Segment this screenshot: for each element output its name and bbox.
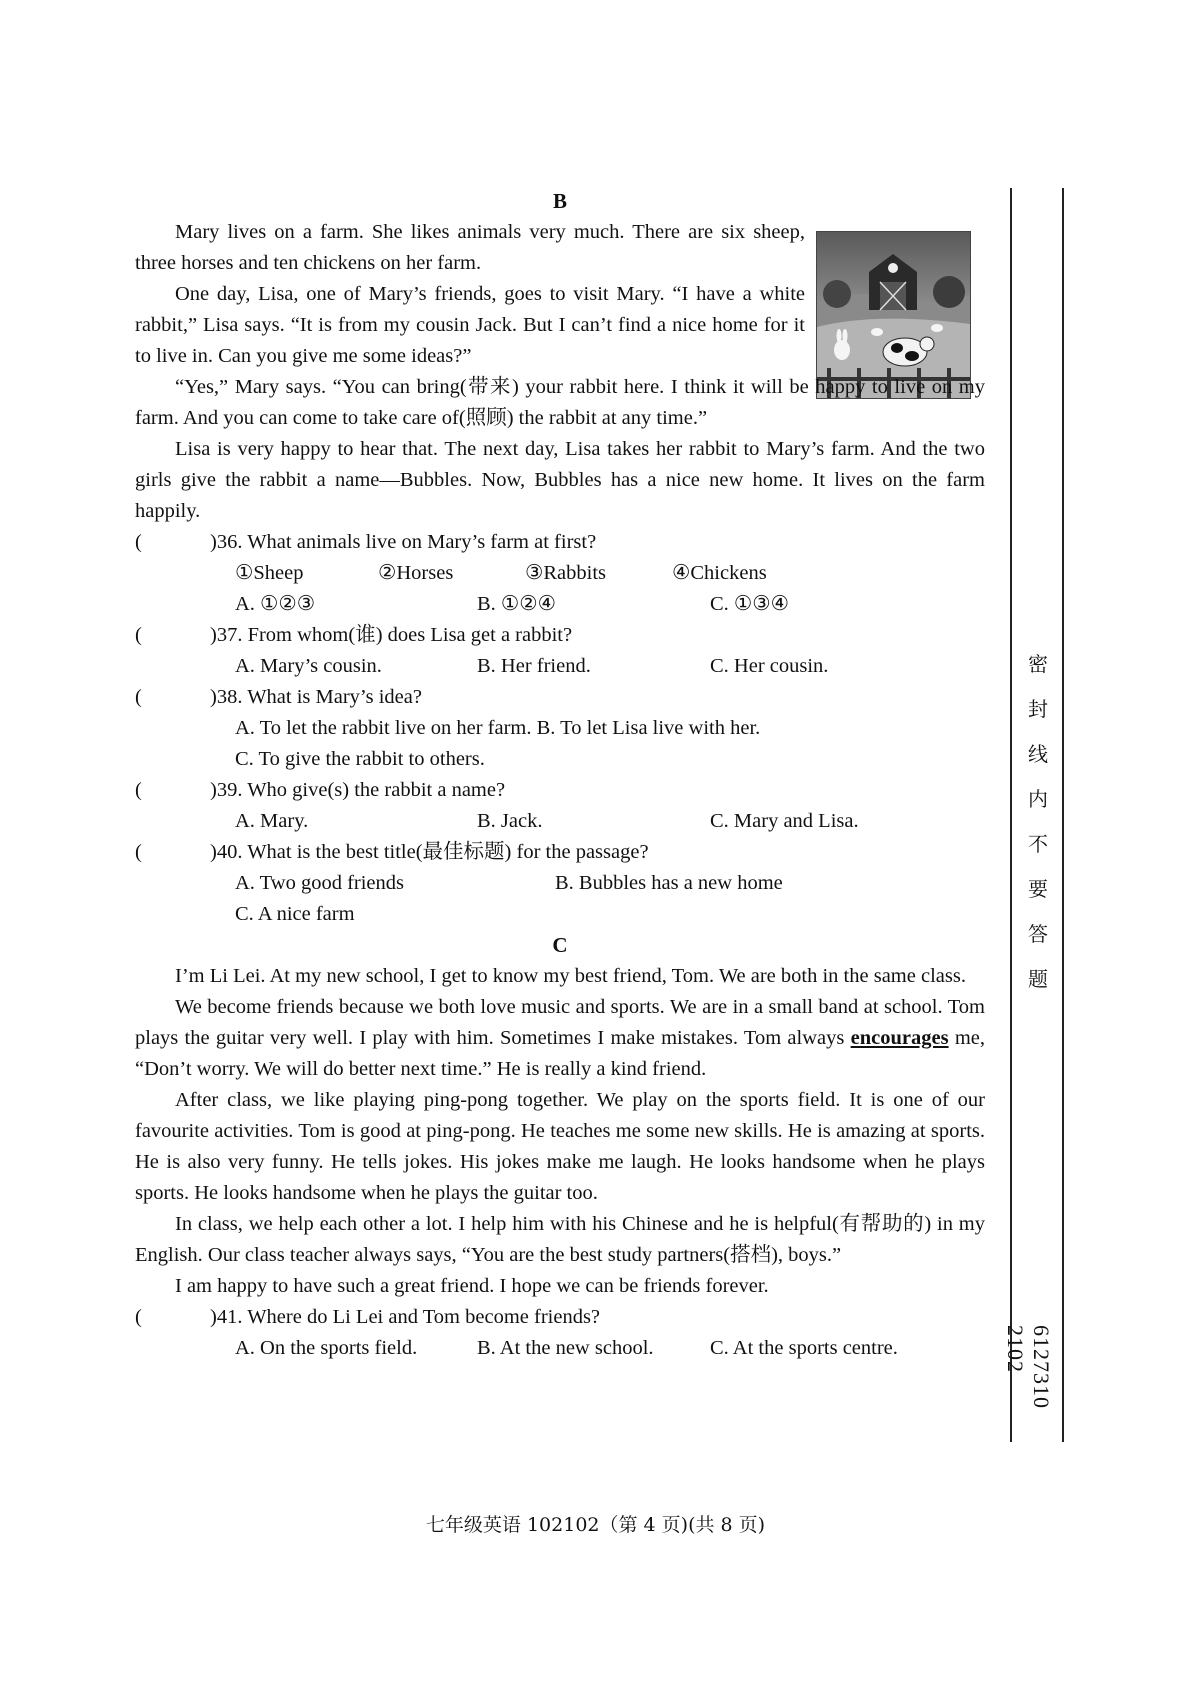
page-footer: 七年级英语 102102（第 4 页)(共 8 页) (425, 1514, 766, 1536)
question-40-options-ab (135, 868, 985, 899)
question-36 (135, 527, 985, 558)
seal-margin-line-right (1062, 188, 1064, 1442)
question-36-items (135, 558, 985, 589)
paragraph-text: me, “Don’t worry. We will do better next time.” He is really a kind friend. (135, 1027, 985, 1080)
item-horses: ②Horses (378, 562, 454, 584)
option-b[interactable]: B. Her friend. (477, 655, 591, 677)
option-c[interactable]: C. A nice farm (235, 903, 355, 925)
question-text: )38. What is Mary’s idea? (210, 686, 422, 708)
question-37-options (135, 651, 985, 682)
question-40-options-c (135, 899, 985, 930)
question-38-options-ab (135, 713, 985, 744)
option-b[interactable]: B. At the new school. (477, 1337, 654, 1359)
seal-line-notice (1018, 642, 1058, 1002)
seal-margin-line-left (1010, 188, 1012, 1442)
item-sheep: ①Sheep (235, 562, 304, 584)
exam-code: 6127310 2102 (1003, 1325, 1054, 1409)
question-41 (135, 1302, 985, 1333)
question-38 (135, 682, 985, 713)
seal-char: 要 (1028, 877, 1048, 901)
question-41-options (135, 1333, 985, 1364)
question-text: )41. Where do Li Lei and Tom become friends? (210, 1306, 601, 1328)
seal-char: 题 (1028, 967, 1048, 991)
passage-c-paragraph-1: I’m Li Lei. At my new school, I get to know my best friend, Tom. We are both in the same class. (175, 965, 966, 987)
question-text: )36. What animals live on Mary’s farm at first? (210, 531, 597, 553)
option-c[interactable]: C. Her cousin. (710, 655, 829, 677)
question-39 (135, 775, 985, 806)
section-heading-b: B (552, 189, 567, 213)
passage-b-paragraph-1: Mary lives on a farm. She likes animals very much. There are six sheep, three horses and ten chickens on her farm. (135, 221, 805, 274)
question-text: )39. Who give(s) the rabbit a name? (210, 779, 506, 801)
paragraph-text: We become friends because we both love music and sports. We are in a small band at school. Tom plays the guitar very well. I play with him. Sometimes I make mistakes. Tom always (135, 996, 985, 1049)
option-c[interactable]: C. ①③④ (710, 593, 790, 615)
option-a[interactable]: A. Mary’s cousin. (235, 655, 382, 677)
answer-blank[interactable]: ( (135, 1306, 142, 1328)
question-text: )37. From whom(谁) does Lisa get a rabbit? (210, 624, 573, 646)
answer-blank[interactable]: ( (135, 841, 142, 863)
answer-blank[interactable]: ( (135, 531, 142, 553)
seal-char: 密 (1028, 652, 1048, 676)
option-a-b[interactable]: A. To let the rabbit live on her farm. B. To let Lisa live with her. (235, 717, 761, 739)
question-36-options (135, 589, 985, 620)
question-37 (135, 620, 985, 651)
passage-c-paragraph-4: In class, we help each other a lot. I help him with his Chinese and he is helpful(有帮助的) in my English. Our class teacher always says, “You are the best study partners(搭档), boys.” (135, 1213, 985, 1266)
option-a[interactable]: A. ①②③ (235, 593, 316, 615)
passage-c-paragraph-3: After class, we like playing ping-pong together. We play on the sports field. It is one of our favourite activities. Tom is good at ping-pong. He teaches me some new skills. He is amazing at sports. He is also very funny. He tells jokes. His jokes make me laugh. He looks handsome when he plays sports. He looks handsome when he plays the guitar too. (135, 1089, 985, 1204)
underlined-word-encourages: encourages (850, 1027, 949, 1049)
passage-b-paragraph-3: “Yes,” Mary says. “You can bring(带来) your rabbit here. I think it will be happy to live on my farm. And you can come to take care of(照顾) the rabbit at any time.” (135, 376, 985, 429)
answer-blank[interactable]: ( (135, 624, 142, 646)
section-heading-c: C (552, 933, 568, 957)
option-b[interactable]: B. ①②④ (477, 593, 557, 615)
seal-char: 内 (1028, 787, 1048, 811)
item-rabbits: ③Rabbits (525, 562, 607, 584)
passage-c-paragraph-2 (135, 992, 985, 1085)
option-b[interactable]: B. Bubbles has a new home (555, 872, 783, 894)
answer-blank[interactable]: ( (135, 686, 142, 708)
exam-content (135, 186, 985, 1364)
answer-blank[interactable]: ( (135, 779, 142, 801)
option-a[interactable]: A. Two good friends (235, 872, 405, 894)
seal-char: 线 (1028, 742, 1048, 766)
question-40 (135, 837, 985, 868)
passage-b-paragraph-2: One day, Lisa, one of Mary’s friends, goes to visit Mary. “I have a white rabbit,” Lisa says. “It is from my cousin Jack. But I can’t find a nice home for it to live in. Can you give me some ideas?” (135, 283, 805, 367)
option-c[interactable]: C. At the sports centre. (710, 1337, 898, 1359)
option-c[interactable]: C. Mary and Lisa. (710, 810, 859, 832)
option-b[interactable]: B. Jack. (477, 810, 543, 832)
passage-c-paragraph-5: I am happy to have such a great friend. I hope we can be friends forever. (175, 1275, 769, 1297)
seal-char: 答 (1028, 922, 1048, 946)
question-text: )40. What is the best title(最佳标题) for the passage? (210, 841, 649, 863)
item-chickens: ④Chickens (672, 562, 767, 584)
question-39-options (135, 806, 985, 837)
option-a[interactable]: A. Mary. (235, 810, 309, 832)
passage-b-paragraph-4: Lisa is very happy to hear that. The next day, Lisa takes her rabbit to Mary’s farm. And the two girls give the rabbit a name—Bubbles. Now, Bubbles has a nice new home. It lives on the farm happily. (135, 438, 985, 522)
option-a[interactable]: A. On the sports field. (235, 1337, 418, 1359)
seal-char: 封 (1028, 697, 1048, 721)
option-c[interactable]: C. To give the rabbit to others. (235, 748, 485, 770)
question-38-options-c (135, 744, 985, 775)
seal-char: 不 (1028, 832, 1048, 856)
